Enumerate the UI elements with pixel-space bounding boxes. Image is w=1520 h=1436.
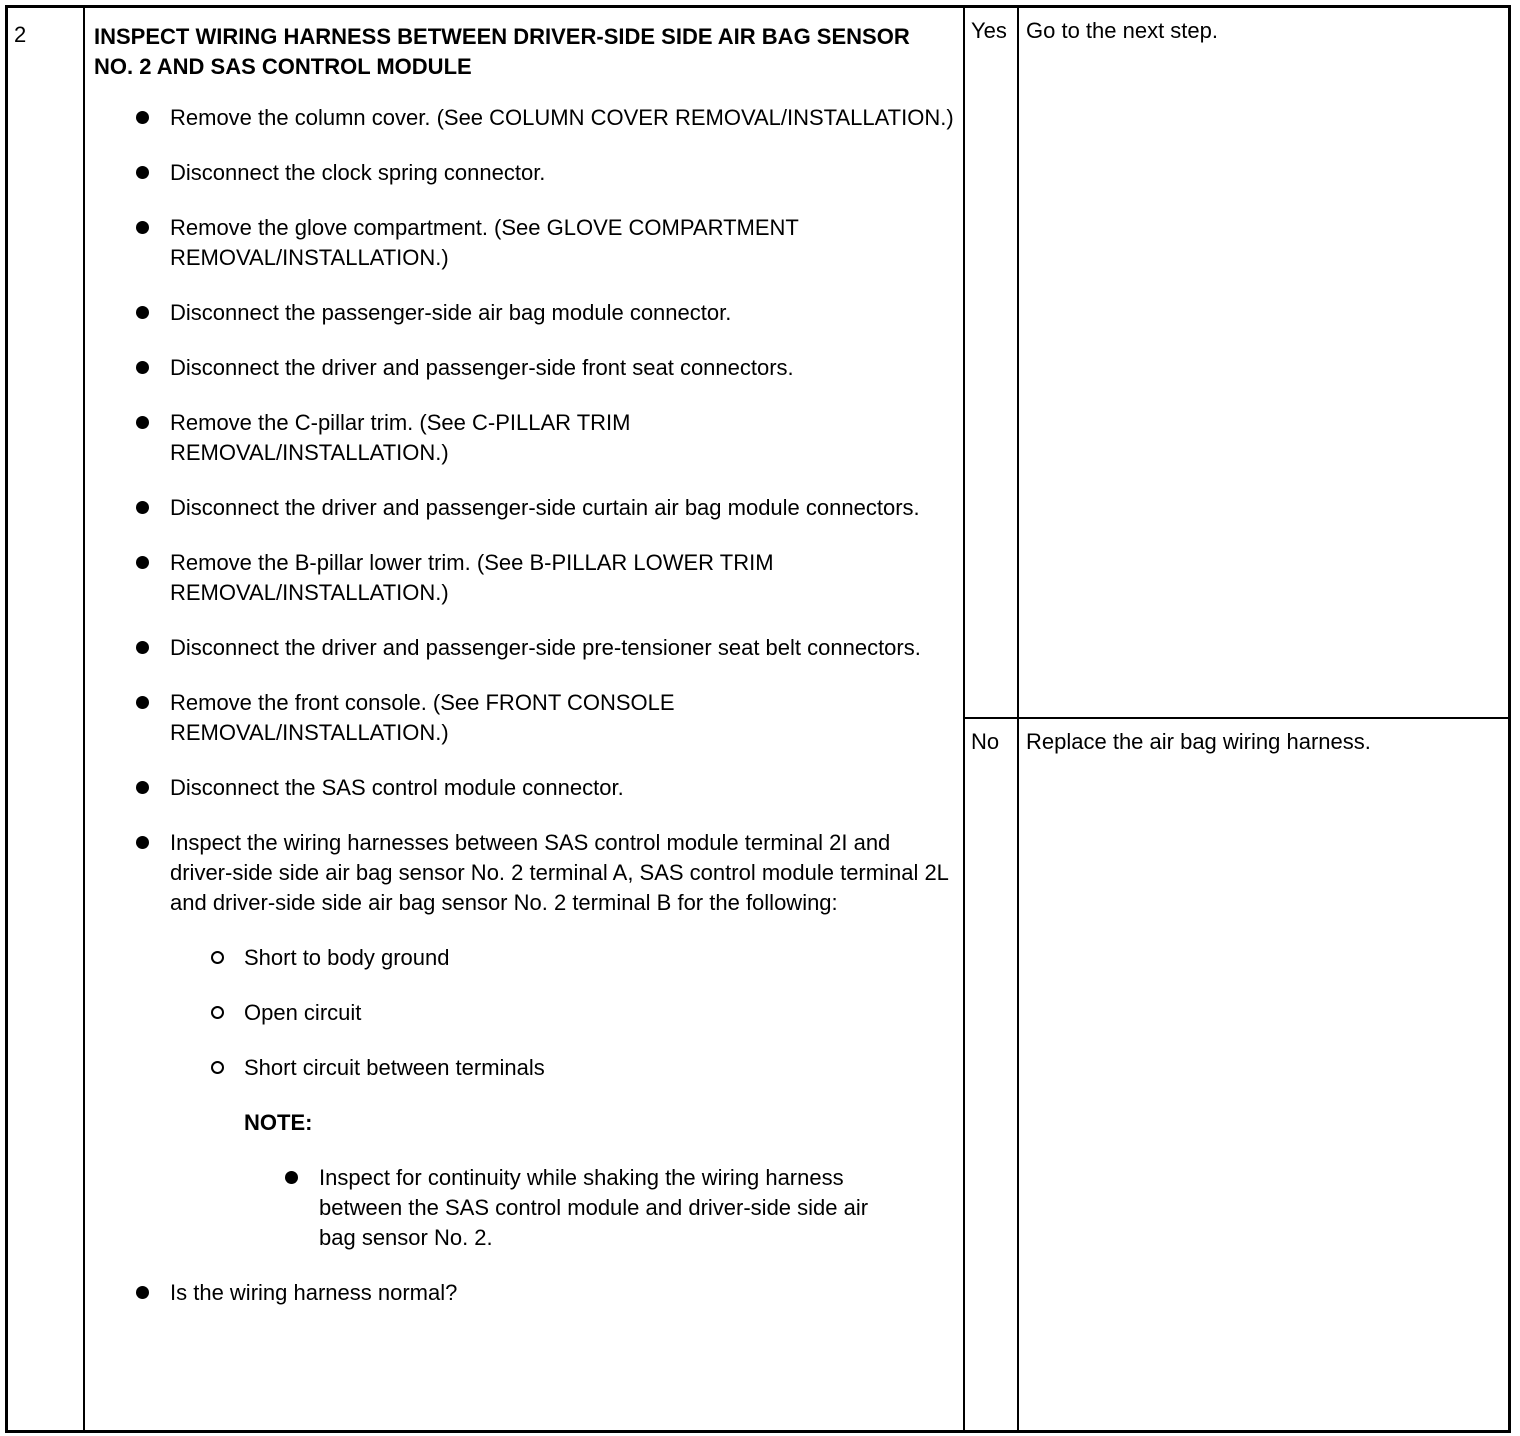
list-item: Is the wiring harness normal?: [94, 1278, 954, 1308]
list-item: Remove the C-pillar trim. (See C-PILLAR TRIM REMOVAL/INSTALLATION.): [94, 408, 954, 468]
column-divider: [83, 8, 85, 1430]
sub-list-item: Short circuit between terminals: [94, 1053, 954, 1083]
yes-action: Go to the next step.: [1026, 18, 1219, 43]
list-item: Remove the B-pillar lower trim. (See B-PILLAR LOWER TRIM REMOVAL/INSTALLATION.): [94, 548, 954, 608]
step-procedure: [94, 103, 954, 1333]
bullet-icon: [136, 166, 149, 179]
step-title: INSPECT WIRING HARNESS BETWEEN DRIVER-SIDE SIDE AIR BAG SENSOR NO. 2 AND SAS CONTROL MODULE: [94, 24, 910, 79]
column-divider: [963, 8, 965, 1430]
column-divider: [1017, 8, 1019, 1430]
list-item: Disconnect the driver and passenger-side front seat connectors.: [94, 353, 954, 383]
step-number: 2: [14, 22, 27, 47]
sub-list-item: Short to body ground: [94, 943, 954, 973]
bullet-icon: [136, 501, 149, 514]
circle-bullet-icon: [211, 1006, 224, 1019]
bullet-icon: [136, 836, 149, 849]
list-item: Disconnect the clock spring connector.: [94, 158, 954, 188]
list-item: Remove the column cover. (See COLUMN COVER REMOVAL/INSTALLATION.): [94, 103, 954, 133]
bullet-icon: [136, 306, 149, 319]
circle-bullet-icon: [211, 951, 224, 964]
yes-label: Yes: [971, 18, 1007, 43]
bullet-icon: [136, 556, 149, 569]
list-item: Disconnect the SAS control module connector.: [94, 773, 954, 803]
sub-list-item: Open circuit: [94, 998, 954, 1028]
bullet-icon: [136, 361, 149, 374]
list-item: Remove the front console. (See FRONT CONSOLE REMOVAL/INSTALLATION.): [94, 688, 954, 748]
bullet-icon: [136, 111, 149, 124]
row-divider: [963, 717, 1508, 719]
no-action: Replace the air bag wiring harness.: [1026, 729, 1371, 754]
bullet-icon: [136, 1286, 149, 1299]
bullet-icon: [136, 416, 149, 429]
circle-bullet-icon: [211, 1061, 224, 1074]
note-item: Inspect for continuity while shaking the wiring harness between the SAS control module and driver-side side air bag sensor No. 2.: [94, 1163, 954, 1253]
list-item: Inspect the wiring harnesses between SAS control module terminal 2I and driver-side side air bag sensor No. 2 terminal A, SAS control module terminal 2L and driver-side side air bag sensor No. 2 terminal B for the following:: [94, 828, 954, 918]
bullet-icon: [136, 221, 149, 234]
list-item: Disconnect the driver and passenger-side curtain air bag module connectors.: [94, 493, 954, 523]
bullet-icon: [136, 641, 149, 654]
list-item: Disconnect the passenger-side air bag module connector.: [94, 298, 954, 328]
bullet-icon: [136, 696, 149, 709]
note-label: NOTE:: [244, 1110, 313, 1135]
bullet-icon: [136, 781, 149, 794]
bullet-icon: [285, 1171, 298, 1184]
list-item: Disconnect the driver and passenger-side pre-tensioner seat belt connectors.: [94, 633, 954, 663]
list-item: Remove the glove compartment. (See GLOVE COMPARTMENT REMOVAL/INSTALLATION.): [94, 213, 954, 273]
step-table: [5, 5, 1511, 1433]
no-label: No: [971, 729, 1000, 754]
